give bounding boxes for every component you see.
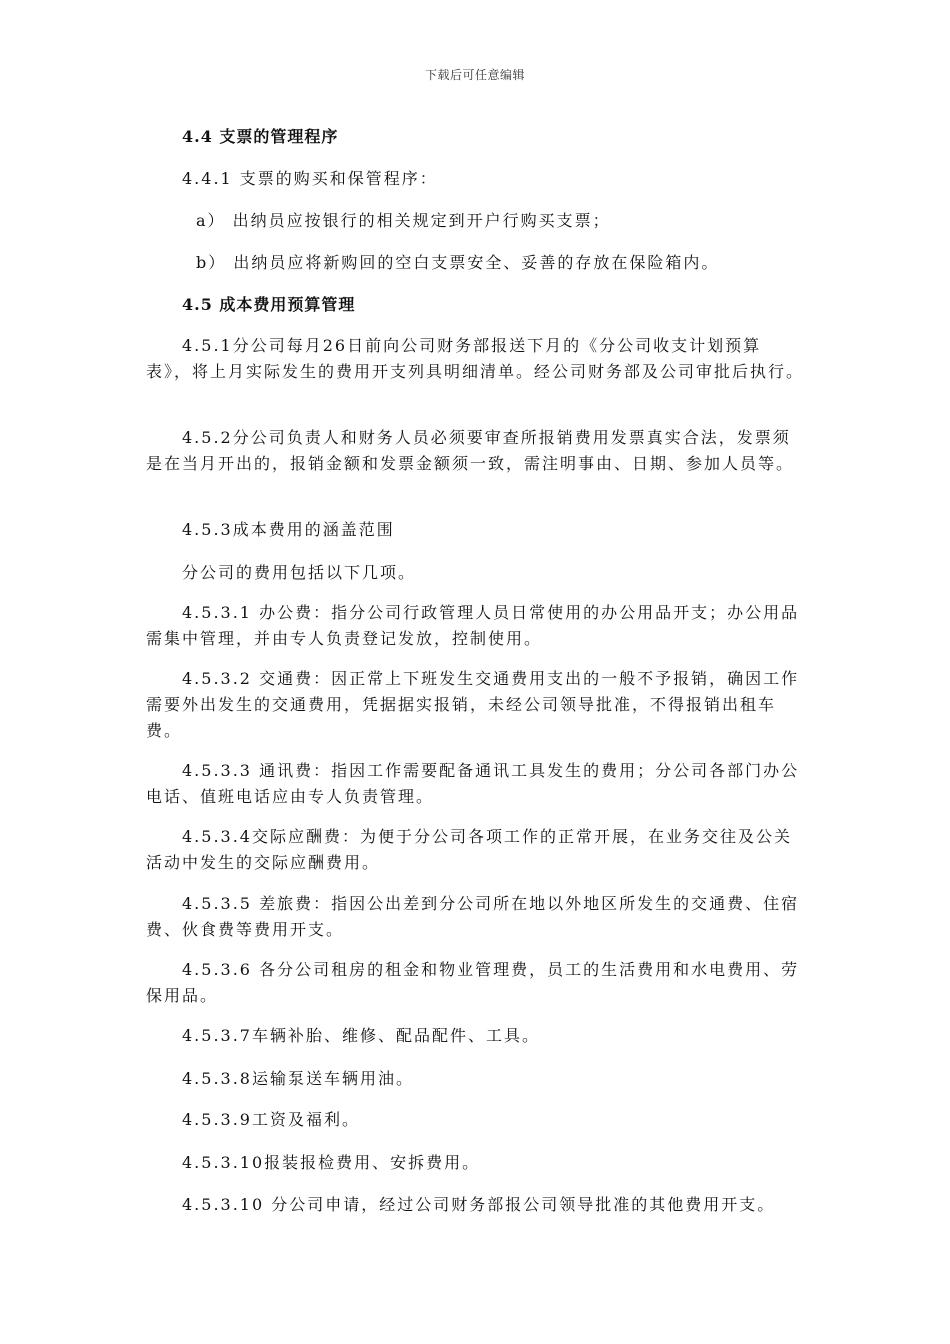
section-4-4-heading: 4.4 支票的管理程序 — [182, 127, 339, 146]
section-4-4-1: 4.4.1 支票的购买和保管程序： — [182, 169, 438, 188]
header-note: 下载后可任意编辑 — [424, 68, 525, 82]
section-4-5-3-10a: 4.5.3.10报装报检费用、安拆费用。 — [182, 1153, 481, 1172]
section-4-5-3-2: 4.5.3.2 交通费：因正常上下班发生交通费用支出的一般不予报销，确因工作需要外出发生的交通费用，凭据据实报销，未经公司领导批准，不得报销出租车费。 — [146, 669, 800, 740]
section-4-5-3: 4.5.3成本费用的涵盖范围 — [182, 520, 395, 539]
section-4-5-3-7: 4.5.3.7车辆补胎、维修、配品配件、工具。 — [182, 1026, 540, 1045]
section-4-5-2: 4.5.2分公司负责人和财务人员必须要审查所报销费用发票真实合法，发票须是在当月开出的，报销金额和发票金额须一致，需注明事由、日期、参加人员等。 — [146, 428, 795, 473]
section-4-5-3-3: 4.5.3.3 通讯费：指因工作需要配备通讯工具发生的费用；分公司各部门办公电话、值班电话应由专人负责管理。 — [146, 761, 800, 806]
section-4-5-3-intro: 分公司的费用包括以下几项。 — [182, 563, 417, 582]
section-4-5-3-1: 4.5.3.1 办公费：指分公司行政管理人员日常使用的办公用品开支；办公用品需集中管理，并由专人负责登记发放，控制使用。 — [146, 603, 800, 648]
section-4-4-1-item-a: a） 出纳员应按银行的相关规定到开户行购买支票； — [196, 211, 611, 230]
section-4-5-1: 4.5.1分公司每月26日前向公司财务部报送下月的《分公司收支计划预算表》，将上月实际发生的费用开支列具明细清单。经公司财务部及公司审批后执行。 — [146, 336, 805, 381]
section-4-5-3-9: 4.5.3.9工资及福利。 — [182, 1110, 360, 1129]
section-4-5-heading: 4.5 成本费用预算管理 — [182, 295, 356, 314]
section-4-5-3-6: 4.5.3.6 各分公司租房的租金和物业管理费，员工的生活费用和水电费用、劳保用品。 — [146, 960, 800, 1005]
section-4-4-1-item-b: b） 出纳员应将新购回的空白支票安全、妥善的存放在保险箱内。 — [196, 253, 720, 272]
section-4-5-3-8: 4.5.3.8运输泵送车辆用油。 — [182, 1069, 414, 1088]
section-4-5-3-5: 4.5.3.5 差旅费：指因公出差到分公司所在地以外地区所发生的交通费、住宿费、伙食费等费用开支。 — [146, 894, 800, 939]
section-4-5-3-4: 4.5.3.4交际应酬费：为便于分公司各项工作的正常开展，在业务交往及公关活动中发生的交际应酬费用。 — [146, 827, 792, 872]
section-4-5-3-10b: 4.5.3.10 分公司申请，经过公司财务部报公司领导批准的其他费用开支。 — [182, 1195, 776, 1214]
